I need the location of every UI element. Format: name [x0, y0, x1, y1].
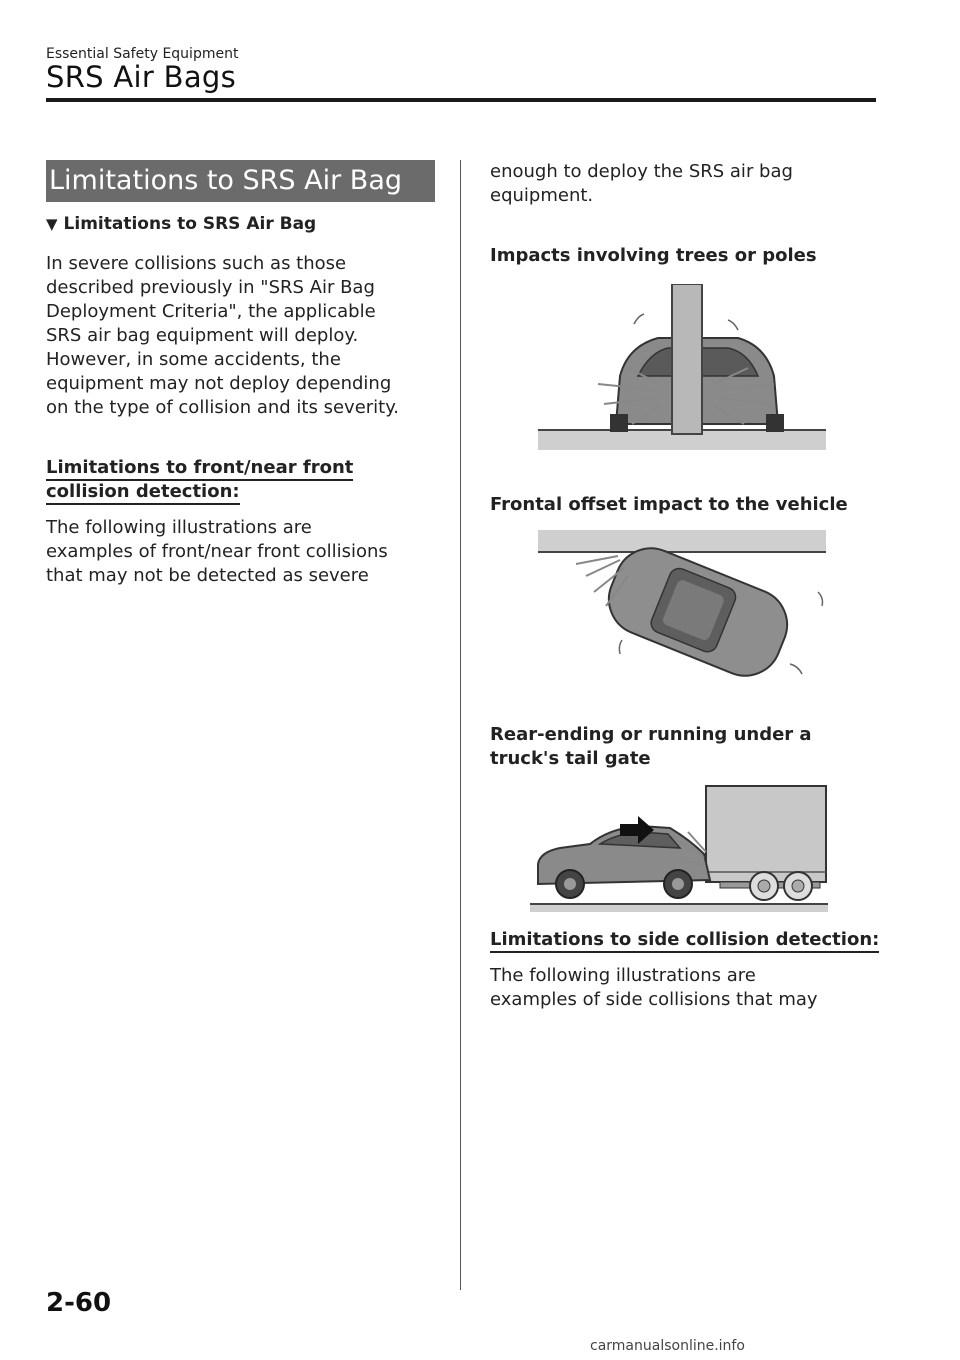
watermark: carmanualsonline.info [590, 1338, 745, 1354]
text-line: on the type of collision and its severity. [46, 397, 400, 418]
page-number: 2-60 [46, 1288, 112, 1318]
heading-line: Limitations to side collision detection: [490, 929, 879, 953]
text-line: that may not be detected as severe [46, 565, 369, 586]
section-label: Essential Safety Equipment [46, 46, 239, 62]
caption-line: truck's tail gate [490, 748, 651, 769]
truck-trailer [706, 786, 826, 882]
underride-illustration [530, 784, 830, 914]
text-line: The following illustrations are [46, 517, 312, 538]
barrier [538, 530, 826, 552]
chapter-title: SRS Air Bags [46, 60, 237, 94]
triangle-marker-icon: ▼ [46, 215, 58, 233]
side-collision-paragraph [490, 964, 818, 1012]
pole [672, 284, 702, 434]
text-line: SRS air bag equipment will deploy. [46, 325, 359, 346]
car-top-view [598, 537, 798, 680]
road [530, 904, 828, 912]
offset-impact-illustration [538, 530, 838, 680]
subheading [46, 214, 316, 234]
section-title-box: Limitations to SRS Air Bag [46, 160, 435, 202]
continued-paragraph [490, 160, 793, 208]
front-collision-heading [46, 456, 353, 504]
header-divider [46, 98, 876, 102]
subheading-text: Limitations to SRS Air Bag [63, 214, 317, 234]
pole-impact-illustration [538, 284, 828, 454]
text-line: described previously in "SRS Air Bag [46, 277, 375, 298]
text-line: However, in some accidents, the [46, 349, 341, 370]
front-collision-paragraph [46, 516, 388, 588]
heading-line: Limitations to front/near front [46, 457, 353, 481]
text-line: equipment may not deploy depending [46, 373, 392, 394]
offset-impact-caption: Frontal offset impact to the vehicle [490, 494, 848, 515]
text-line: enough to deploy the SRS air bag [490, 161, 793, 182]
text-line: Deployment Criteria", the applicable [46, 301, 376, 322]
text-line: equipment. [490, 185, 594, 206]
text-line: In severe collisions such as those [46, 253, 347, 274]
caption-line: Rear-ending or running under a [490, 724, 812, 745]
intro-paragraph [46, 252, 399, 420]
text-line: examples of front/near front collisions [46, 541, 388, 562]
heading-line: collision detection: [46, 481, 240, 505]
column-divider [460, 160, 461, 1290]
side-collision-heading [490, 928, 879, 952]
pole-impact-caption: Impacts involving trees or poles [490, 245, 817, 266]
underride-caption [490, 723, 812, 771]
text-line: The following illustrations are [490, 965, 756, 986]
text-line: examples of side collisions that may [490, 989, 818, 1010]
